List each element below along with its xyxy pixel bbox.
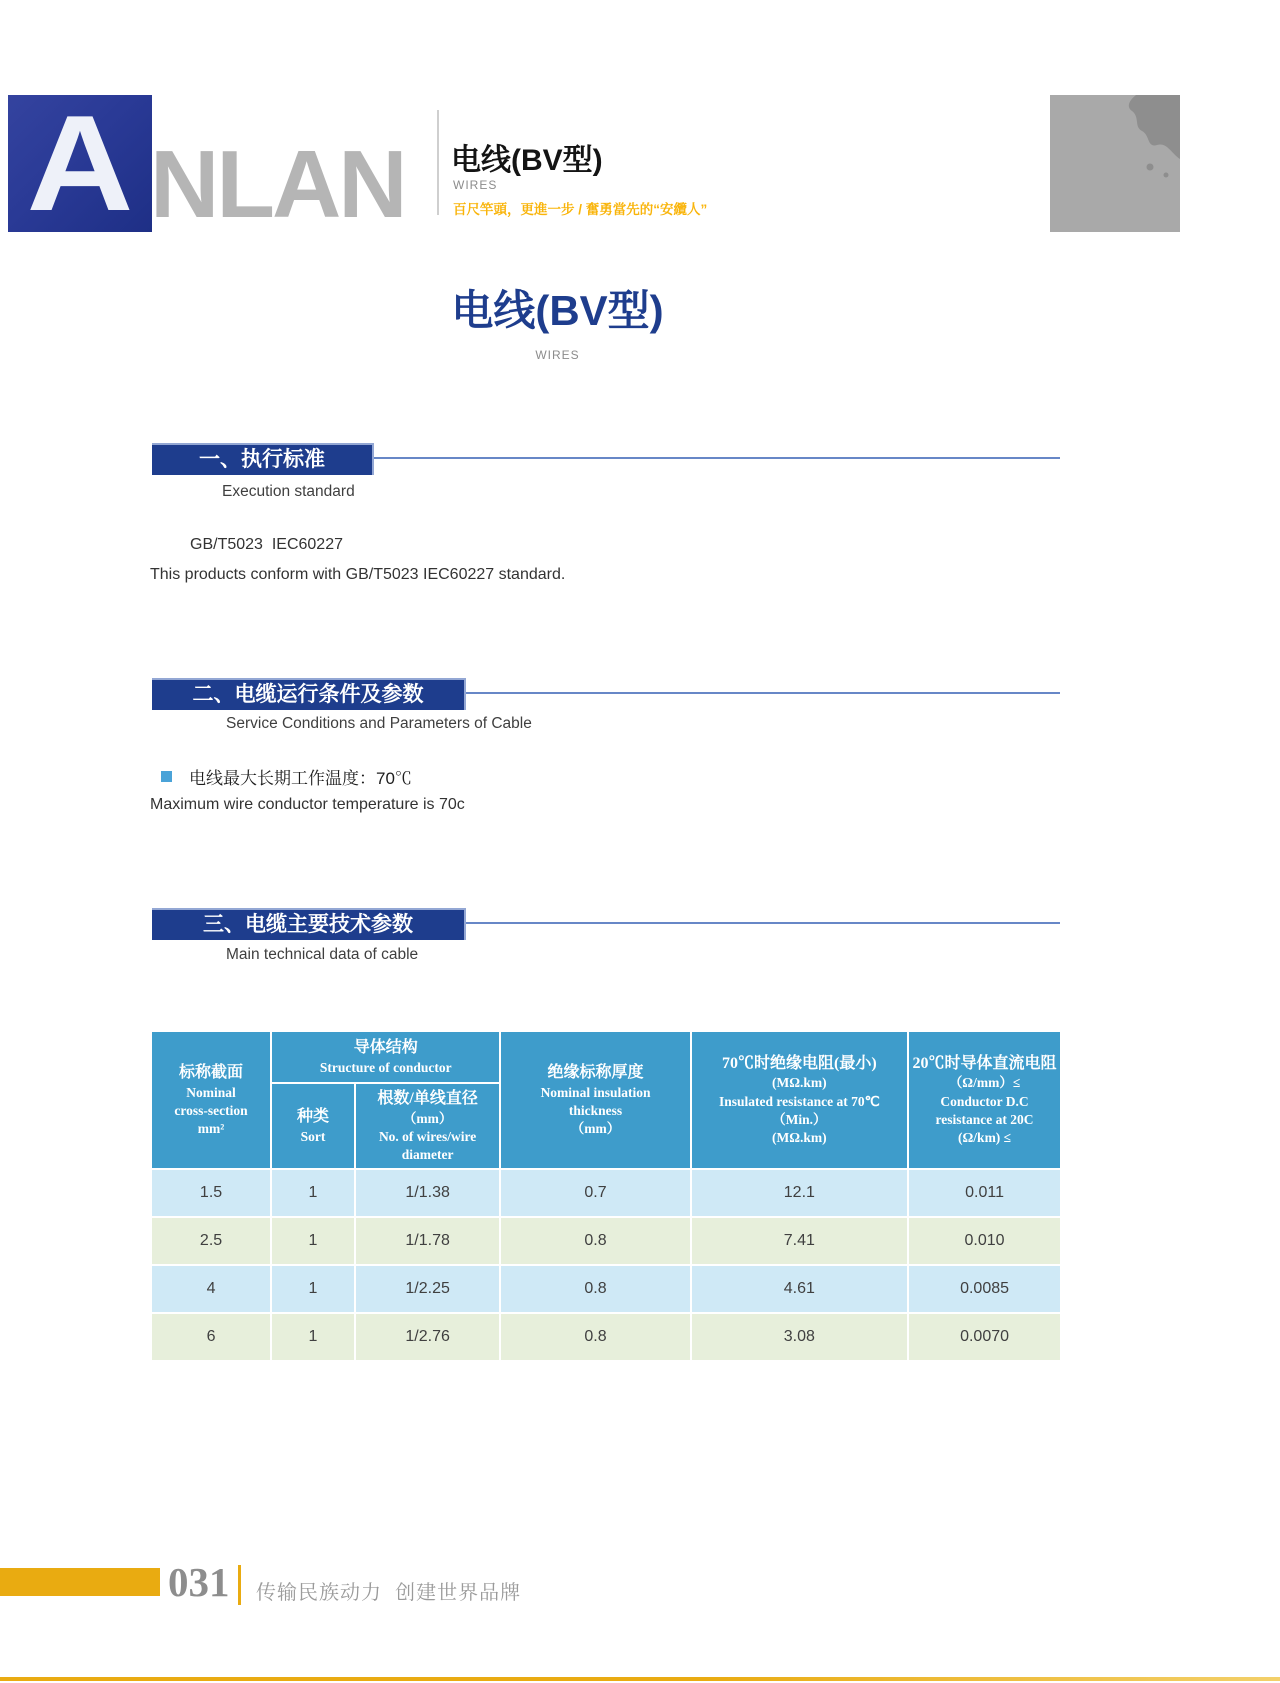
col-header-line: Nominal insulation: [540, 1084, 651, 1100]
col-header-line: (MΩ.km): [772, 1130, 827, 1146]
col-header-line: thickness: [568, 1102, 623, 1118]
col-header-line: Insulated resistance at 70℃: [718, 1093, 880, 1109]
standard-codes: GB/T5023 IEC60227: [190, 536, 343, 553]
footer-gold-bar: [0, 1568, 160, 1596]
cell-wires: 1/1.38: [355, 1169, 501, 1217]
cell-resistance-20: 0.011: [908, 1169, 1061, 1217]
col-header-sort: [271, 1083, 355, 1169]
section2-rule: [466, 692, 1060, 694]
section3-rule: [466, 922, 1060, 924]
section3-subheading: Main technical data of cable: [226, 946, 419, 963]
cell-nominal: 6: [151, 1313, 271, 1361]
cell-sort: 1: [271, 1313, 355, 1361]
col-header-line: (Ω/km) ≤: [958, 1130, 1012, 1146]
cell-wires: 1/2.25: [355, 1265, 501, 1313]
cell-sort: 1: [271, 1265, 355, 1313]
header-product-subtitle: WIRES: [453, 178, 498, 192]
cell-insulation: 0.8: [500, 1265, 690, 1313]
col-header-line: 20℃时导体直流电阻: [912, 1054, 1057, 1072]
section1-heading: 一、执行标准: [152, 443, 374, 475]
col-header-line: (MΩ.km): [772, 1075, 827, 1091]
col-header-resistance-20: [908, 1031, 1061, 1169]
corner-image-box: [1050, 95, 1180, 232]
table-row: [151, 1265, 1061, 1313]
cell-resistance-20: 0.0070: [908, 1313, 1061, 1361]
col-header-line: No. of wires/wire: [378, 1128, 477, 1144]
col-header-line: 种类: [296, 1108, 329, 1126]
table-row: [151, 1313, 1061, 1361]
col-header-line: diameter: [401, 1147, 454, 1163]
anlan-logo-mark: [8, 87, 152, 239]
cell-nominal: 2.5: [151, 1217, 271, 1265]
cell-insulation: 0.8: [500, 1313, 690, 1361]
cell-resistance-70: 3.08: [691, 1313, 908, 1361]
cell-wires: 1/2.76: [355, 1313, 501, 1361]
footer-slogan: 传输民族动力 创建世界品牌: [256, 1582, 522, 1604]
col-header-line: 绝缘标称厚度: [547, 1064, 644, 1081]
cell-insulation: 0.8: [500, 1217, 690, 1265]
header-tagline: 百尺竿頭，更進一步 / 奮勇當先的“安纜人”: [453, 202, 708, 217]
col-header-line: cross-section: [174, 1102, 248, 1118]
col-header-line: Conductor D.C: [940, 1093, 1029, 1109]
section1-subheading: Execution standard: [222, 483, 355, 500]
col-header-line: Nominal: [186, 1084, 236, 1100]
col-header-resistance-70: [691, 1031, 908, 1169]
logo-letter-a: A: [26, 87, 134, 239]
map-silhouette-icon: [1050, 95, 1180, 232]
page-title-block: [150, 278, 965, 362]
page-title: 电线(BV型): [451, 287, 664, 334]
cell-sort: 1: [271, 1217, 355, 1265]
col-header-line: （mm）: [570, 1121, 621, 1137]
cell-resistance-70: 4.61: [691, 1265, 908, 1313]
header-product-title: 电线(BV型): [451, 144, 603, 177]
col-header-wires: [355, 1083, 501, 1169]
table-row: [151, 1217, 1061, 1265]
col-header-line: Sort: [300, 1128, 326, 1144]
col-header-line: 标称截面: [179, 1064, 244, 1081]
header-divider: [437, 110, 439, 215]
logo-wordmark: NLAN: [150, 131, 405, 238]
col-header-line: 70℃时绝缘电阻(最小): [722, 1054, 877, 1072]
cell-resistance-70: 12.1: [691, 1169, 908, 1217]
cell-nominal: 1.5: [151, 1169, 271, 1217]
bottom-gold-rule: [0, 1677, 1280, 1681]
col-header-line: mm²: [197, 1121, 225, 1137]
bullet-square-icon: [161, 771, 172, 782]
spec-table: [150, 1030, 1062, 1362]
col-header-nominal: [151, 1031, 271, 1169]
spec-table-container: [150, 1030, 1062, 1362]
table-row: [151, 1169, 1061, 1217]
col-header-insulation: [500, 1031, 690, 1169]
section2-subheading: Service Conditions and Parameters of Cable: [226, 715, 532, 732]
cell-resistance-70: 7.41: [691, 1217, 908, 1265]
cell-wires: 1/1.78: [355, 1217, 501, 1265]
cell-resistance-20: 0.010: [908, 1217, 1061, 1265]
cell-resistance-20: 0.0085: [908, 1265, 1061, 1313]
cell-nominal: 4: [151, 1265, 271, 1313]
page-number: 031: [168, 1559, 230, 1605]
page-subtitle: WIRES: [535, 348, 580, 362]
section1-rule: [374, 457, 1060, 459]
max-temperature-cn: 电线最大长期工作温度：70℃: [189, 769, 412, 788]
col-header-line: （mm）: [402, 1110, 453, 1126]
col-header-line: resistance at 20C: [935, 1111, 1034, 1127]
col-header-line: 根数/单线直径: [377, 1090, 478, 1107]
section3-heading: 三、电缆主要技术参数: [152, 908, 466, 940]
col-header-line: （Ω/mm）≤: [948, 1075, 1021, 1091]
cell-sort: 1: [271, 1169, 355, 1217]
conformance-statement: This products conform with GB/T5023 IEC60227 standard.: [150, 566, 566, 583]
col-header-line: （Min.）: [772, 1111, 827, 1127]
cell-insulation: 0.7: [500, 1169, 690, 1217]
col-header-line: 导体结构: [353, 1039, 418, 1057]
col-header-conductor-group: [271, 1031, 500, 1083]
col-header-line: Structure of conductor: [319, 1059, 452, 1075]
max-temperature-en: Maximum wire conductor temperature is 70c: [150, 796, 465, 813]
section2-heading: 二、电缆运行条件及参数: [152, 678, 466, 710]
footer-divider: [238, 1565, 241, 1605]
